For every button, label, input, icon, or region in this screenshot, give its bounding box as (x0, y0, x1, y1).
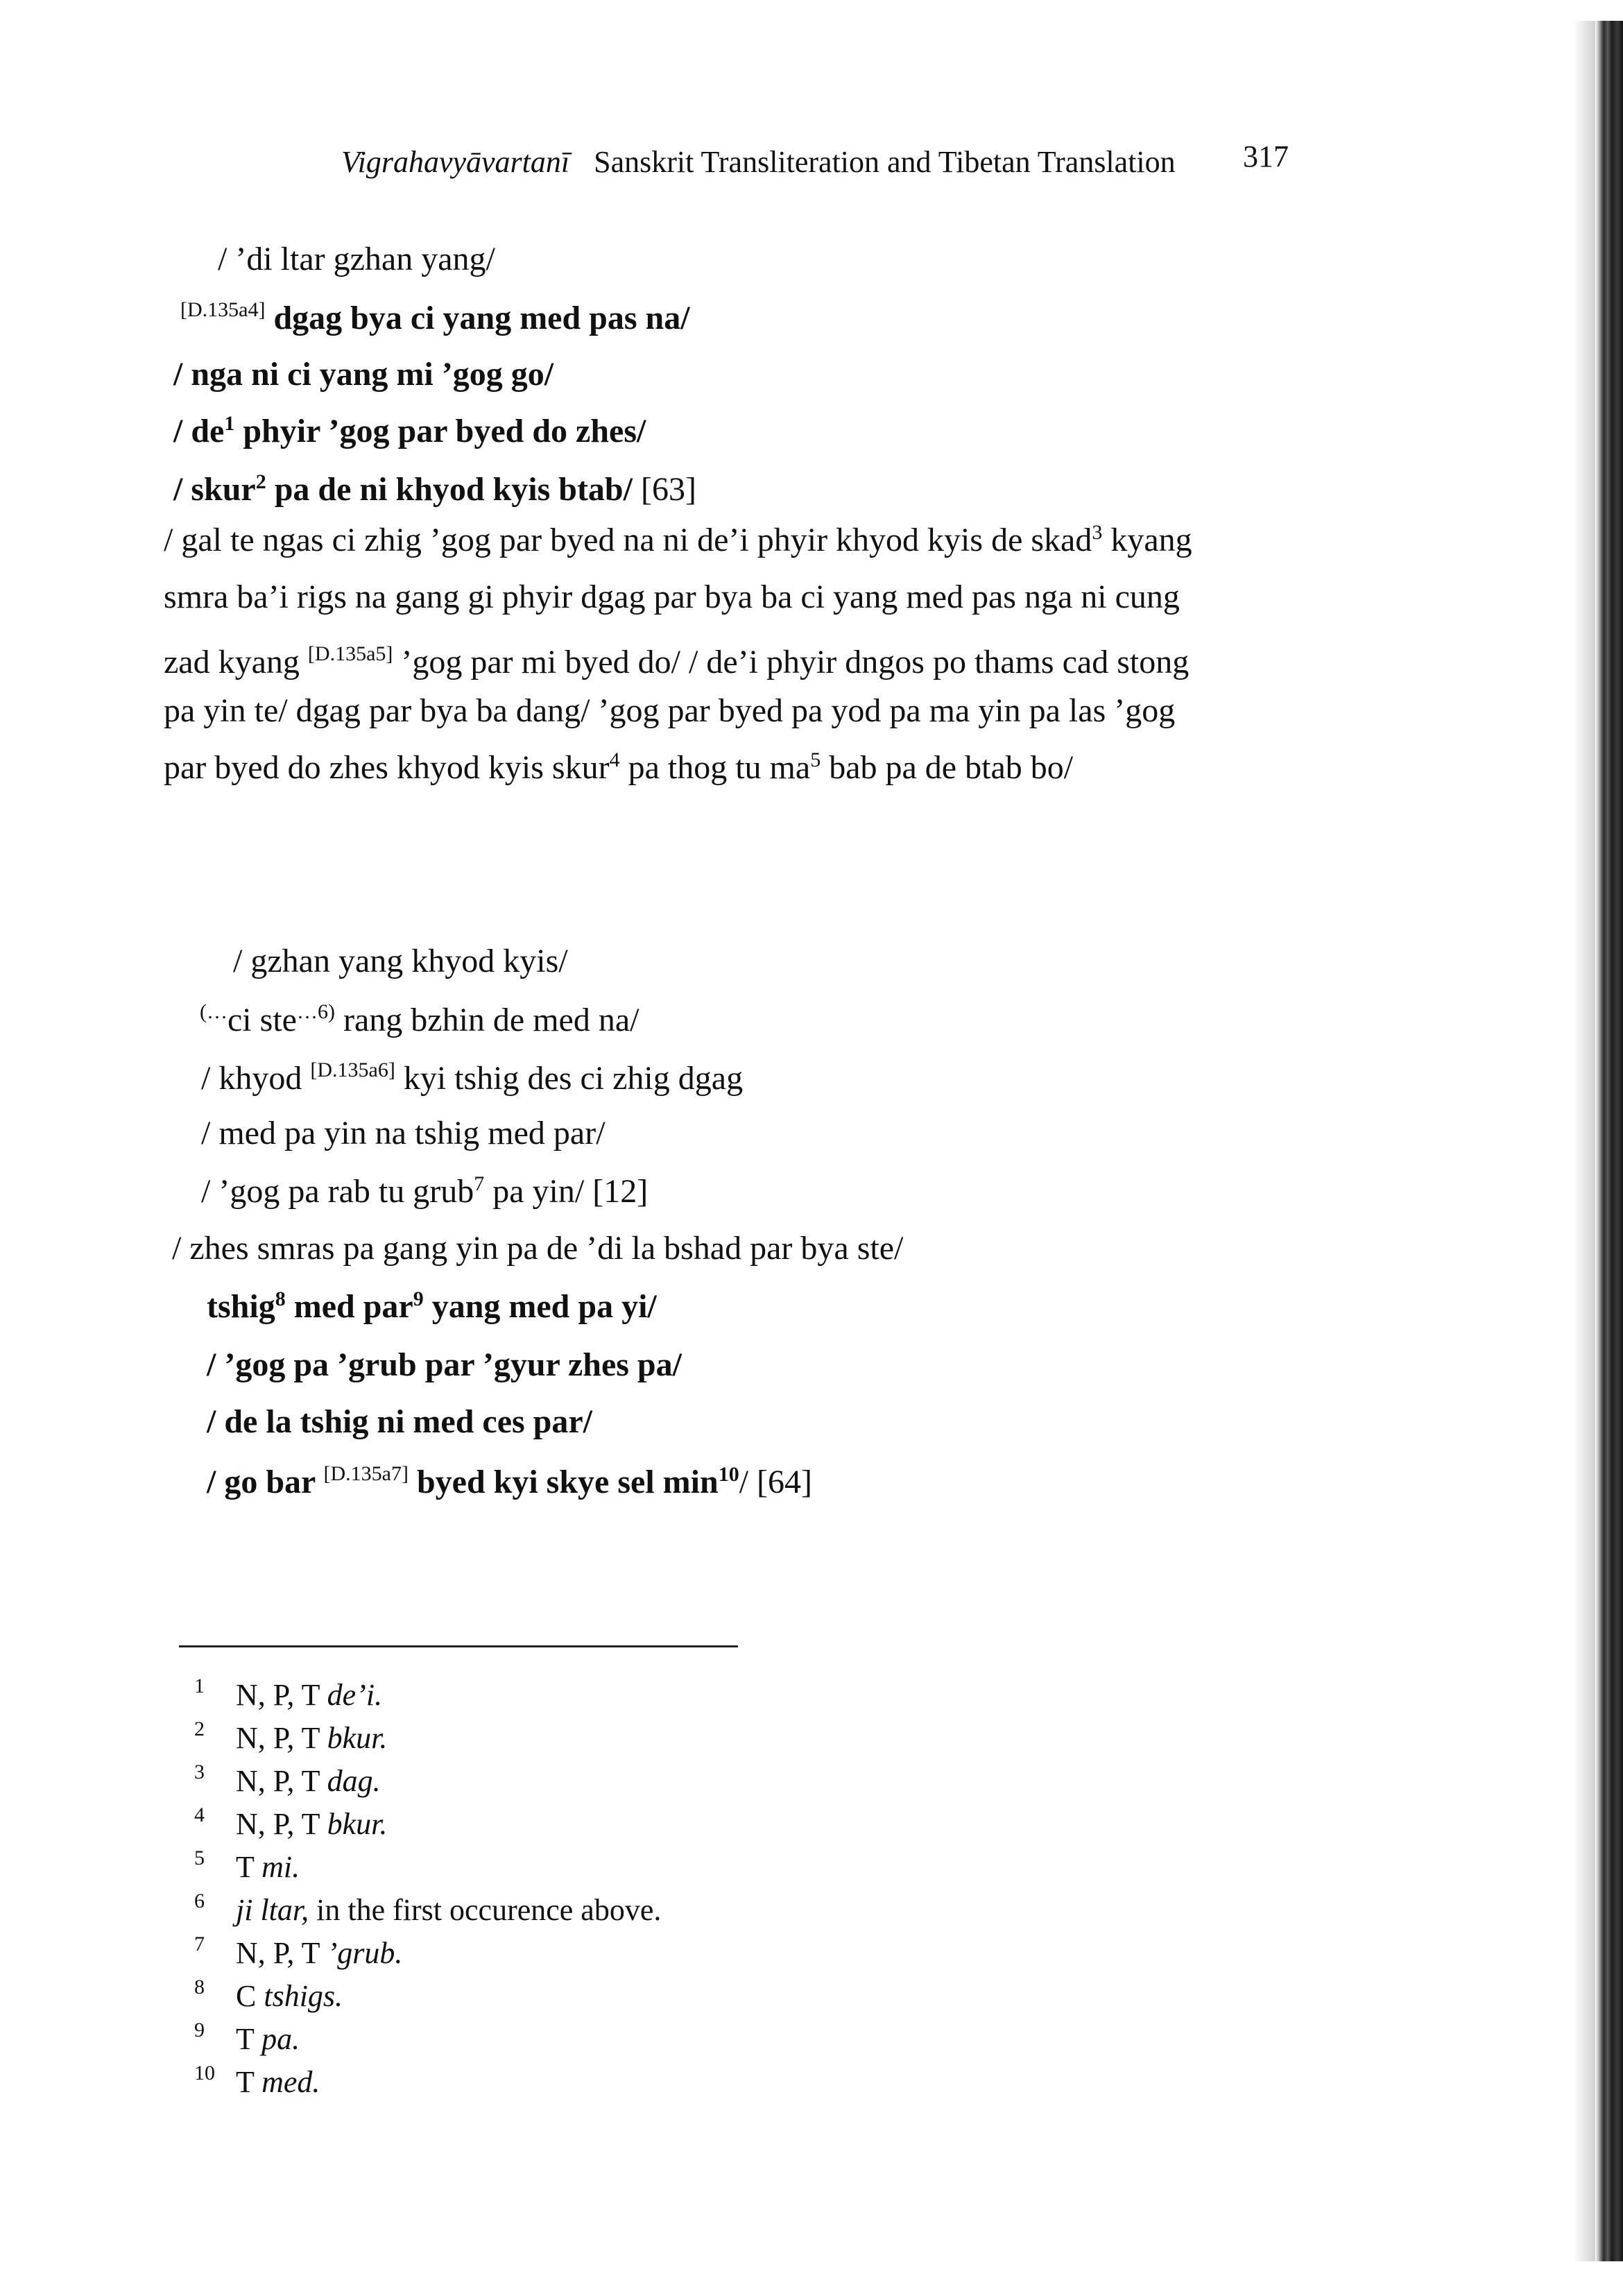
verse-text: tshig (207, 1288, 275, 1325)
footnote-reading: bkur. (327, 1721, 388, 1755)
verse-text: / skur (173, 471, 256, 508)
page-number: 317 (1243, 139, 1289, 173)
verse-text: / khyod (201, 1060, 311, 1097)
footnote-sigla: N, P, T (236, 1807, 327, 1841)
footnote-ref: 8 (275, 1287, 286, 1310)
footnote-ref: 2 (255, 470, 266, 493)
footnote-reading: ji ltar, (236, 1893, 309, 1927)
verse-63-line-1 (180, 300, 690, 335)
footnote-sigla: T (236, 2022, 262, 2056)
footnote-ref: 10 (718, 1463, 739, 1486)
commentary-text: ’gog par mi byed do/ / de’i phyir dngos po thams cad stong (393, 644, 1190, 680)
footnote-ref: 7 (474, 1172, 485, 1195)
verse-63-line-2: / nga ni ci yang mi ’gog go/ (173, 356, 554, 393)
verse-text: / ’gog pa rab tu grub (201, 1173, 474, 1210)
folio-marker: [D.135a6] (310, 1059, 395, 1081)
verse-text: yang med pa yi/ (423, 1288, 657, 1325)
commentary-text: par byed do zhes khyod kyis skur (164, 749, 610, 786)
footnote-number: 5 (194, 1847, 205, 1869)
verse-63-line-3 (173, 412, 646, 449)
footnote-sigla: N, P, T (236, 1936, 327, 1970)
commentary-text: pa thog tu ma (619, 749, 811, 786)
footnote-reading: med. (261, 2065, 320, 2099)
footnote-number: 8 (194, 1976, 205, 1998)
verse-12-line-3: / med pa yin na tshig med par/ (201, 1115, 606, 1151)
commentary-text: bab pa de btab bo/ (821, 749, 1074, 786)
footnote-number: 1 (194, 1674, 205, 1697)
footnote-sigla: C (236, 1979, 264, 2013)
footnote-reading: mi. (261, 1850, 300, 1884)
bracket-marker: …6) (296, 1000, 335, 1023)
verse-text: / go bar (207, 1464, 324, 1500)
verse-number: [63] (632, 471, 696, 508)
verse-64-line-2: / ’gog pa ’grub par ’gyur zhes pa/ (207, 1346, 682, 1383)
binding-edge (1595, 21, 1623, 2261)
footnote-sigla: N, P, T (236, 1678, 327, 1712)
footnote-reading: dag. (327, 1764, 381, 1798)
verse-text: rang bzhin de med na/ (334, 1002, 639, 1038)
footnote-ref: 3 (1092, 521, 1103, 544)
footnote-reading: tshigs. (264, 1979, 343, 2013)
verse-64-line-3: / de la tshig ni med ces par/ (207, 1403, 593, 1440)
footnote-reading: ’grub. (327, 1936, 403, 1970)
verse-64-line-1 (207, 1287, 657, 1325)
commentary-text: kyang (1102, 522, 1192, 558)
verse-63-intro: / ’di ltar gzhan yang/ (218, 241, 495, 277)
verse-12-intro: / gzhan yang khyod kyis/ (233, 943, 568, 979)
folio-marker: [D.135a4] (180, 298, 266, 321)
verse-text: phyir ’gog par byed do zhes/ (234, 413, 646, 449)
verse-12-line-1 (200, 1002, 639, 1037)
verse-63-line-4 (173, 470, 696, 508)
verse-text: pa de ni khyod kyis btab/ (266, 471, 633, 508)
footnote-ref: 5 (810, 748, 821, 771)
footnote-note: in the first occurence above. (309, 1893, 662, 1927)
footnote-sigla: N, P, T (236, 1721, 327, 1755)
folio-marker: [D.135a5] (307, 642, 393, 665)
section-title: Sanskrit Transliteration and Tibetan Translation (594, 145, 1176, 179)
footnote-sigla: N, P, T (236, 1764, 327, 1798)
commentary-line: pa yin te/ dgag par bya ba dang/ ’gog par byed pa yod pa ma yin pa las ’gog (164, 692, 1176, 729)
verse-12-closing: / zhes smras pa gang yin pa de ’di la bshad par bya ste/ (172, 1230, 904, 1267)
footnote-rule (179, 1645, 738, 1647)
footnote-reading: de’i. (327, 1678, 383, 1712)
commentary-text: / gal te ngas ci zhig ’gog par byed na ni de’i phyir khyod kyis de skad (164, 522, 1092, 558)
footnote-sigla: T (236, 1850, 262, 1884)
commentary-line (164, 626, 1384, 683)
book-title: Vigrahavyāvartanī (341, 145, 570, 179)
verse-number: / [64] (739, 1464, 812, 1500)
footnote-sigla: T (236, 2065, 262, 2099)
footnote-ref: 1 (224, 412, 235, 435)
footnote-ref: 9 (413, 1287, 424, 1310)
verse-text: ci ste (227, 1002, 297, 1038)
verse-text: byed kyi skye sel min (408, 1464, 719, 1500)
verse-12-line-4 (201, 1172, 649, 1210)
footnote-number: 2 (194, 1717, 205, 1740)
commentary-line (164, 739, 1384, 796)
footnote-reading: bkur. (327, 1807, 388, 1841)
footnote-number: 3 (194, 1760, 205, 1783)
commentary-63 (164, 512, 1384, 796)
footnote-reading: pa. (261, 2022, 300, 2056)
verse-text: kyi tshig des ci zhig dgag (395, 1060, 744, 1097)
commentary-line (164, 512, 1384, 569)
footnote-number: 10 (194, 2062, 215, 2084)
verse-12-line-2 (201, 1060, 743, 1095)
commentary-line: smra ba’i rigs na gang gi phyir dgag par bya ba ci yang med pas nga ni cung (164, 579, 1180, 615)
binding-shadow (1573, 21, 1595, 2261)
commentary-text: zad kyang (164, 644, 308, 680)
footnote-number: 4 (194, 1804, 205, 1826)
verse-text: med par (285, 1288, 413, 1325)
footnote-number: 6 (194, 1890, 205, 1912)
verse-text: dgag bya ci yang med pas na/ (273, 300, 690, 336)
footnote-number: 7 (194, 1933, 205, 1955)
footnote-ref: 4 (609, 748, 620, 771)
bracket-marker: (… (200, 1000, 227, 1023)
verse-text: / de (173, 413, 225, 449)
verse-text: pa yin/ [12] (484, 1173, 649, 1210)
verse-64-line-4 (207, 1464, 812, 1499)
running-header (341, 139, 1289, 180)
footnote-number: 9 (194, 2019, 205, 2041)
folio-marker: [D.135a7] (323, 1462, 409, 1485)
